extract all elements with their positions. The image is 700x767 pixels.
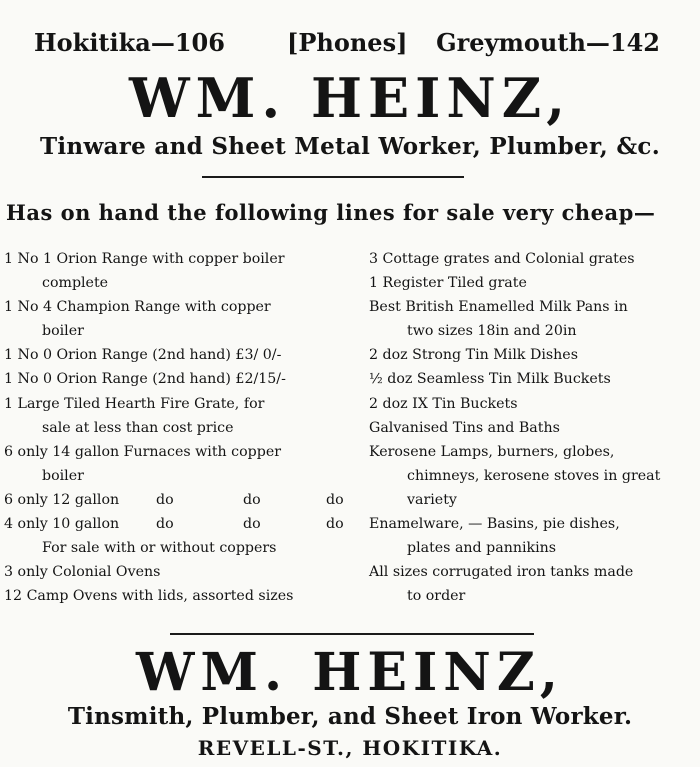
divider-rule (170, 633, 534, 635)
list-item (369, 271, 699, 295)
ditto-mark: do (156, 491, 174, 508)
divider-rule (202, 176, 464, 178)
phones-line (0, 28, 700, 62)
list-item (4, 247, 356, 295)
item-text: 2 doz Strong Tin Milk Dishes (369, 347, 578, 364)
ditto-mark: do (326, 491, 344, 508)
item-text: 6 only 14 gallon Furnaces with copper (4, 443, 281, 460)
item-continuation: to order (407, 588, 466, 605)
item-text: Kerosene Lamps, burners, globes, (369, 443, 615, 460)
item-text: Enamelware, — Basins, pie dishes, (369, 516, 620, 533)
item-continuation: variety (407, 491, 457, 508)
item-text: Best British Enamelled Milk Pans in (369, 299, 628, 316)
item-text: All sizes corrugated iron tanks made (369, 564, 634, 581)
right-item-list (369, 247, 699, 608)
phone-greymouth: Greymouth—142 (436, 28, 660, 57)
item-continuation: two sizes 18in and 20in (407, 323, 577, 340)
ditto-mark: do (326, 516, 344, 533)
list-item (4, 295, 356, 343)
item-text: 1 No 0 Orion Range (2nd hand) £3/ 0/- (4, 347, 282, 364)
list-item (369, 440, 699, 512)
address-line: REVELL-ST., HOKITIKA. (197, 736, 503, 760)
ditto-mark: do (243, 491, 261, 508)
phone-hokitika: Hokitika—106 (34, 28, 225, 57)
trade-description: Tinware and Sheet Metal Worker, Plumber, &c. (39, 133, 661, 160)
list-item (369, 367, 699, 391)
list-item (4, 367, 356, 391)
list-item (369, 512, 699, 560)
item-text: 1 No 1 Orion Range with copper boiler (4, 251, 285, 267)
item-text: 2 doz IX Tin Buckets (369, 395, 518, 412)
list-item (369, 343, 699, 367)
list-item (369, 560, 699, 608)
list-item (4, 560, 356, 584)
business-name-heading: WM. HEINZ, (128, 66, 572, 130)
list-item (369, 247, 699, 271)
item-text: 3 Cottage grates and Colonial grates (369, 251, 635, 267)
item-continuation: sale at less than cost price (42, 419, 234, 436)
ditto-lead: 6 only 12 gallon (4, 491, 120, 508)
item-text: ½ doz Seamless Tin Milk Buckets (369, 371, 611, 388)
list-item (369, 392, 699, 416)
item-continuation: plates and pannikins (407, 540, 557, 557)
left-item-list (4, 247, 356, 608)
coppers-note: For sale with or without coppers (42, 540, 277, 557)
footer-trade-description: Tinsmith, Plumber, and Sheet Iron Worker. (67, 703, 633, 730)
intro-line: Has on hand the following lines for sale very cheap— (6, 200, 656, 225)
item-continuation: boiler (42, 323, 84, 340)
item-text: 1 No 0 Orion Range (2nd hand) £2/15/- (4, 371, 286, 388)
list-item (4, 392, 356, 440)
phones-label: [Phones] (287, 28, 408, 57)
list-item (4, 343, 356, 367)
item-text: Galvanised Tins and Baths (369, 419, 560, 436)
ditto-lead: 4 only 10 gallon (4, 516, 120, 533)
item-text: 1 No 4 Champion Range with copper (4, 299, 271, 316)
ditto-row (4, 488, 356, 512)
ditto-mark: do (156, 516, 174, 533)
list-item (4, 584, 356, 608)
footer-business-name: WM. HEINZ, (136, 642, 564, 703)
item-text: 1 Large Tiled Hearth Fire Grate, for (4, 395, 265, 412)
item-continuation: chimneys, kerosene stoves in great (407, 467, 661, 484)
list-item (369, 416, 699, 440)
item-continuation: boiler (42, 467, 84, 484)
ditto-row (4, 512, 356, 536)
item-text: 1 Register Tiled grate (369, 275, 527, 292)
ditto-mark: do (243, 516, 261, 533)
list-item (4, 440, 356, 488)
item-text: 3 only Colonial Ovens (4, 564, 161, 581)
item-text: 12 Camp Ovens with lids, assorted sizes (4, 588, 294, 605)
item-continuation: complete (42, 275, 109, 292)
list-item (369, 295, 699, 343)
